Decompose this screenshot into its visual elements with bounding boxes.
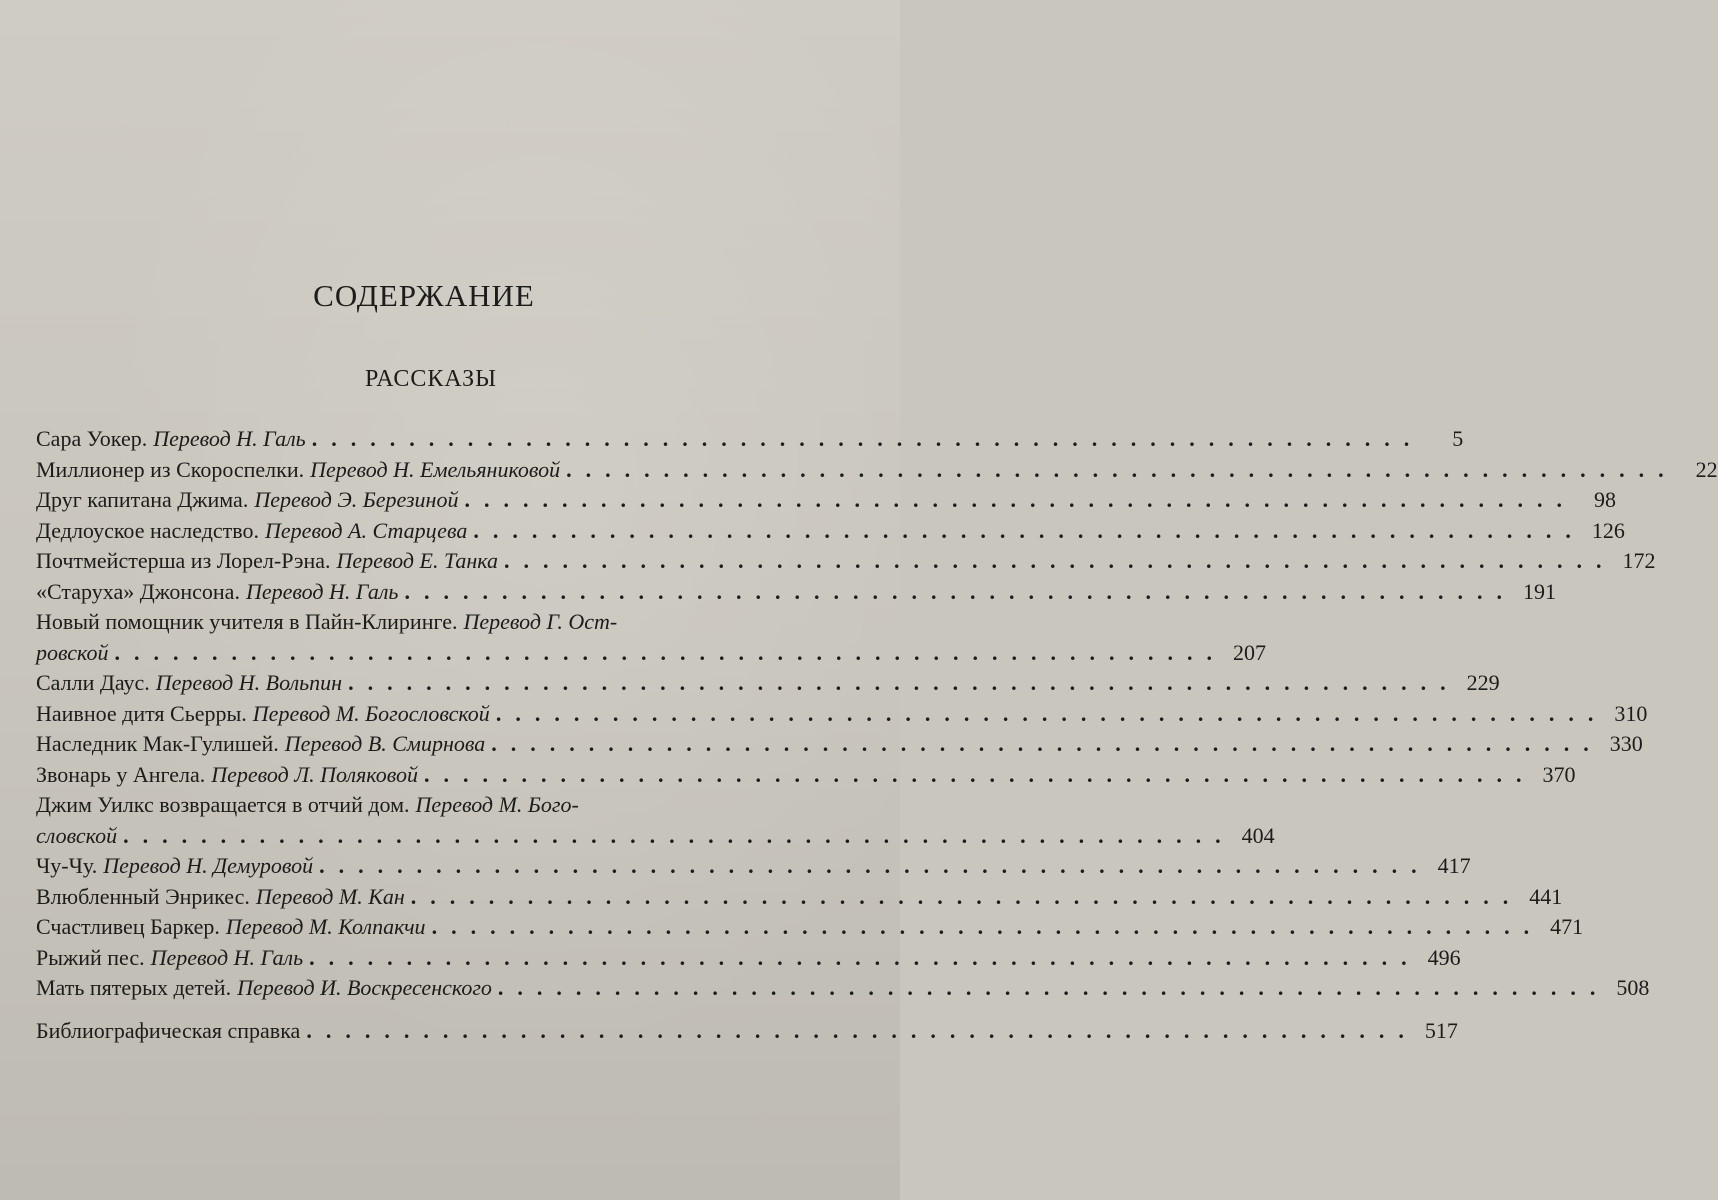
story-title: Наследник Мак-Гулишей. (36, 731, 279, 756)
translator: Перевод М. Богословской (252, 700, 490, 726)
page-number: 517 (1424, 1017, 1458, 1043)
leader-dots: ......................................................... (566, 456, 1678, 482)
translator: Перевод Е. Танка (336, 548, 499, 573)
leader-dots: ......................................................... (114, 639, 1226, 665)
bibliography-label: Библиографическая справка (36, 1017, 301, 1043)
story-title: Салли Даус. (36, 670, 150, 695)
page-number: 172 (1622, 548, 1656, 573)
translator: Перевод Н. Галь (150, 944, 304, 970)
toc-entry (36, 699, 1648, 730)
leader-dots: ......................................................... (424, 761, 1536, 787)
translator: Перевод И. Воскресенского (237, 975, 492, 1000)
page-number: 22 (1695, 456, 1718, 482)
story-title: Мать пятерых детей. (36, 975, 232, 1000)
translator: Перевод М. Колпакчи (225, 914, 426, 939)
translator: Перевод М. Бого- (415, 792, 579, 817)
story-title: Наивное дитя Сьерры. (36, 700, 247, 726)
translator: Перевод А. Старцева (265, 517, 468, 543)
toc-entry-continuation (36, 821, 1275, 852)
story-title: Почтмейстерша из Лорел-Рэна. (36, 548, 331, 573)
leader-dots: ......................................................... (306, 1017, 1418, 1043)
toc-entry (36, 607, 844, 638)
story-title: Счастливец Баркер. (36, 914, 220, 939)
toc-entry (36, 790, 844, 821)
page-number: 310 (1614, 700, 1648, 726)
page-number: 508 (1616, 975, 1650, 1000)
story-title: Миллионер из Скороспелки. (36, 456, 305, 482)
leader-dots: ......................................................... (311, 426, 1424, 451)
translator: Перевод М. Кан (255, 883, 405, 909)
leader-dots: ......................................................... (473, 517, 1585, 543)
toc-entry (36, 546, 1656, 577)
toc-entry (36, 668, 1500, 699)
leader-dots: ......................................................... (497, 975, 1610, 1000)
page-number: 126 (1591, 517, 1625, 543)
page-number: 207 (1232, 639, 1266, 665)
leader-dots: ......................................................... (504, 548, 1616, 573)
toc-entry (36, 455, 1718, 486)
translator: Перевод Л. Поляковой (211, 761, 419, 787)
story-title: Влюбленный Энрикес. (36, 883, 250, 909)
page-number: 496 (1427, 944, 1461, 970)
translator: Перевод Н. Вольпин (155, 670, 343, 695)
toc-entry (36, 729, 1643, 760)
translator-continuation: словской (36, 822, 118, 848)
translator: Перевод Н. Демуровой (103, 853, 314, 878)
leader-dots: ......................................................... (123, 822, 1235, 848)
page-title: СОДЕРЖАНИЕ (313, 278, 535, 313)
toc-entry (36, 912, 1584, 943)
page-number: 229 (1466, 670, 1500, 695)
leader-dots: ......................................................... (431, 914, 1544, 939)
page-number: 191 (1522, 578, 1556, 604)
page-number: 404 (1241, 822, 1275, 848)
page-number: 471 (1550, 914, 1584, 939)
toc-entry (36, 577, 1556, 608)
leader-dots: ......................................................... (404, 578, 1516, 604)
translator: Перевод Н. Емельяниковой (310, 456, 561, 482)
page-number: 417 (1437, 853, 1471, 878)
translator: Перевод Э. Березиной (254, 487, 459, 512)
toc-entry-continuation (36, 638, 1266, 669)
story-title: Чу-Чу. (36, 853, 98, 878)
page-number: 98 (1593, 487, 1616, 512)
story-title: Сара Уокер. (36, 426, 148, 451)
translator: Перевод В. Смирнова (284, 731, 486, 756)
toc-entry (36, 851, 1471, 882)
story-title: Новый помощник учителя в Пайн-Клиринге. (36, 609, 458, 634)
leader-dots: ......................................................... (410, 883, 1523, 909)
section-title: РАССКАЗЫ (364, 366, 498, 392)
leader-dots: ......................................................... (348, 670, 1460, 695)
toc-entry (36, 424, 1464, 455)
toc-entry-bibliography (36, 1016, 1458, 1047)
toc-entry (36, 760, 1576, 791)
story-title: Дедлоуское наследство. (36, 517, 260, 543)
leader-dots: ......................................................... (464, 487, 1576, 512)
page-number: 5 (1452, 426, 1464, 451)
story-title: «Старуха» Джонсона. (36, 578, 240, 604)
translator-continuation: ровской (36, 639, 109, 665)
toc-entry (36, 485, 1616, 516)
toc-entry (36, 882, 1563, 913)
translator: Перевод Н. Галь (153, 426, 306, 451)
story-title: Джим Уилкс возвращается в отчий дом. (36, 792, 410, 817)
page-number: 330 (1609, 731, 1643, 756)
toc-entry (36, 943, 1461, 974)
table-of-contents (36, 424, 1718, 1046)
toc-entry (36, 516, 1625, 547)
story-title: Друг капитана Джима. (36, 487, 249, 512)
page-number: 370 (1542, 761, 1576, 787)
leader-dots: ......................................................... (495, 700, 1608, 726)
story-title: Звонарь у Ангела. (36, 761, 206, 787)
page-number: 441 (1529, 883, 1563, 909)
leader-dots: ......................................................... (319, 853, 1431, 878)
translator: Перевод Н. Галь (245, 578, 399, 604)
toc-entry (36, 973, 1650, 1004)
story-title: Рыжий пес. (36, 944, 145, 970)
leader-dots: ......................................................... (309, 944, 1421, 970)
leader-dots: ......................................................... (491, 731, 1603, 756)
translator: Перевод Г. Ост- (463, 609, 618, 634)
